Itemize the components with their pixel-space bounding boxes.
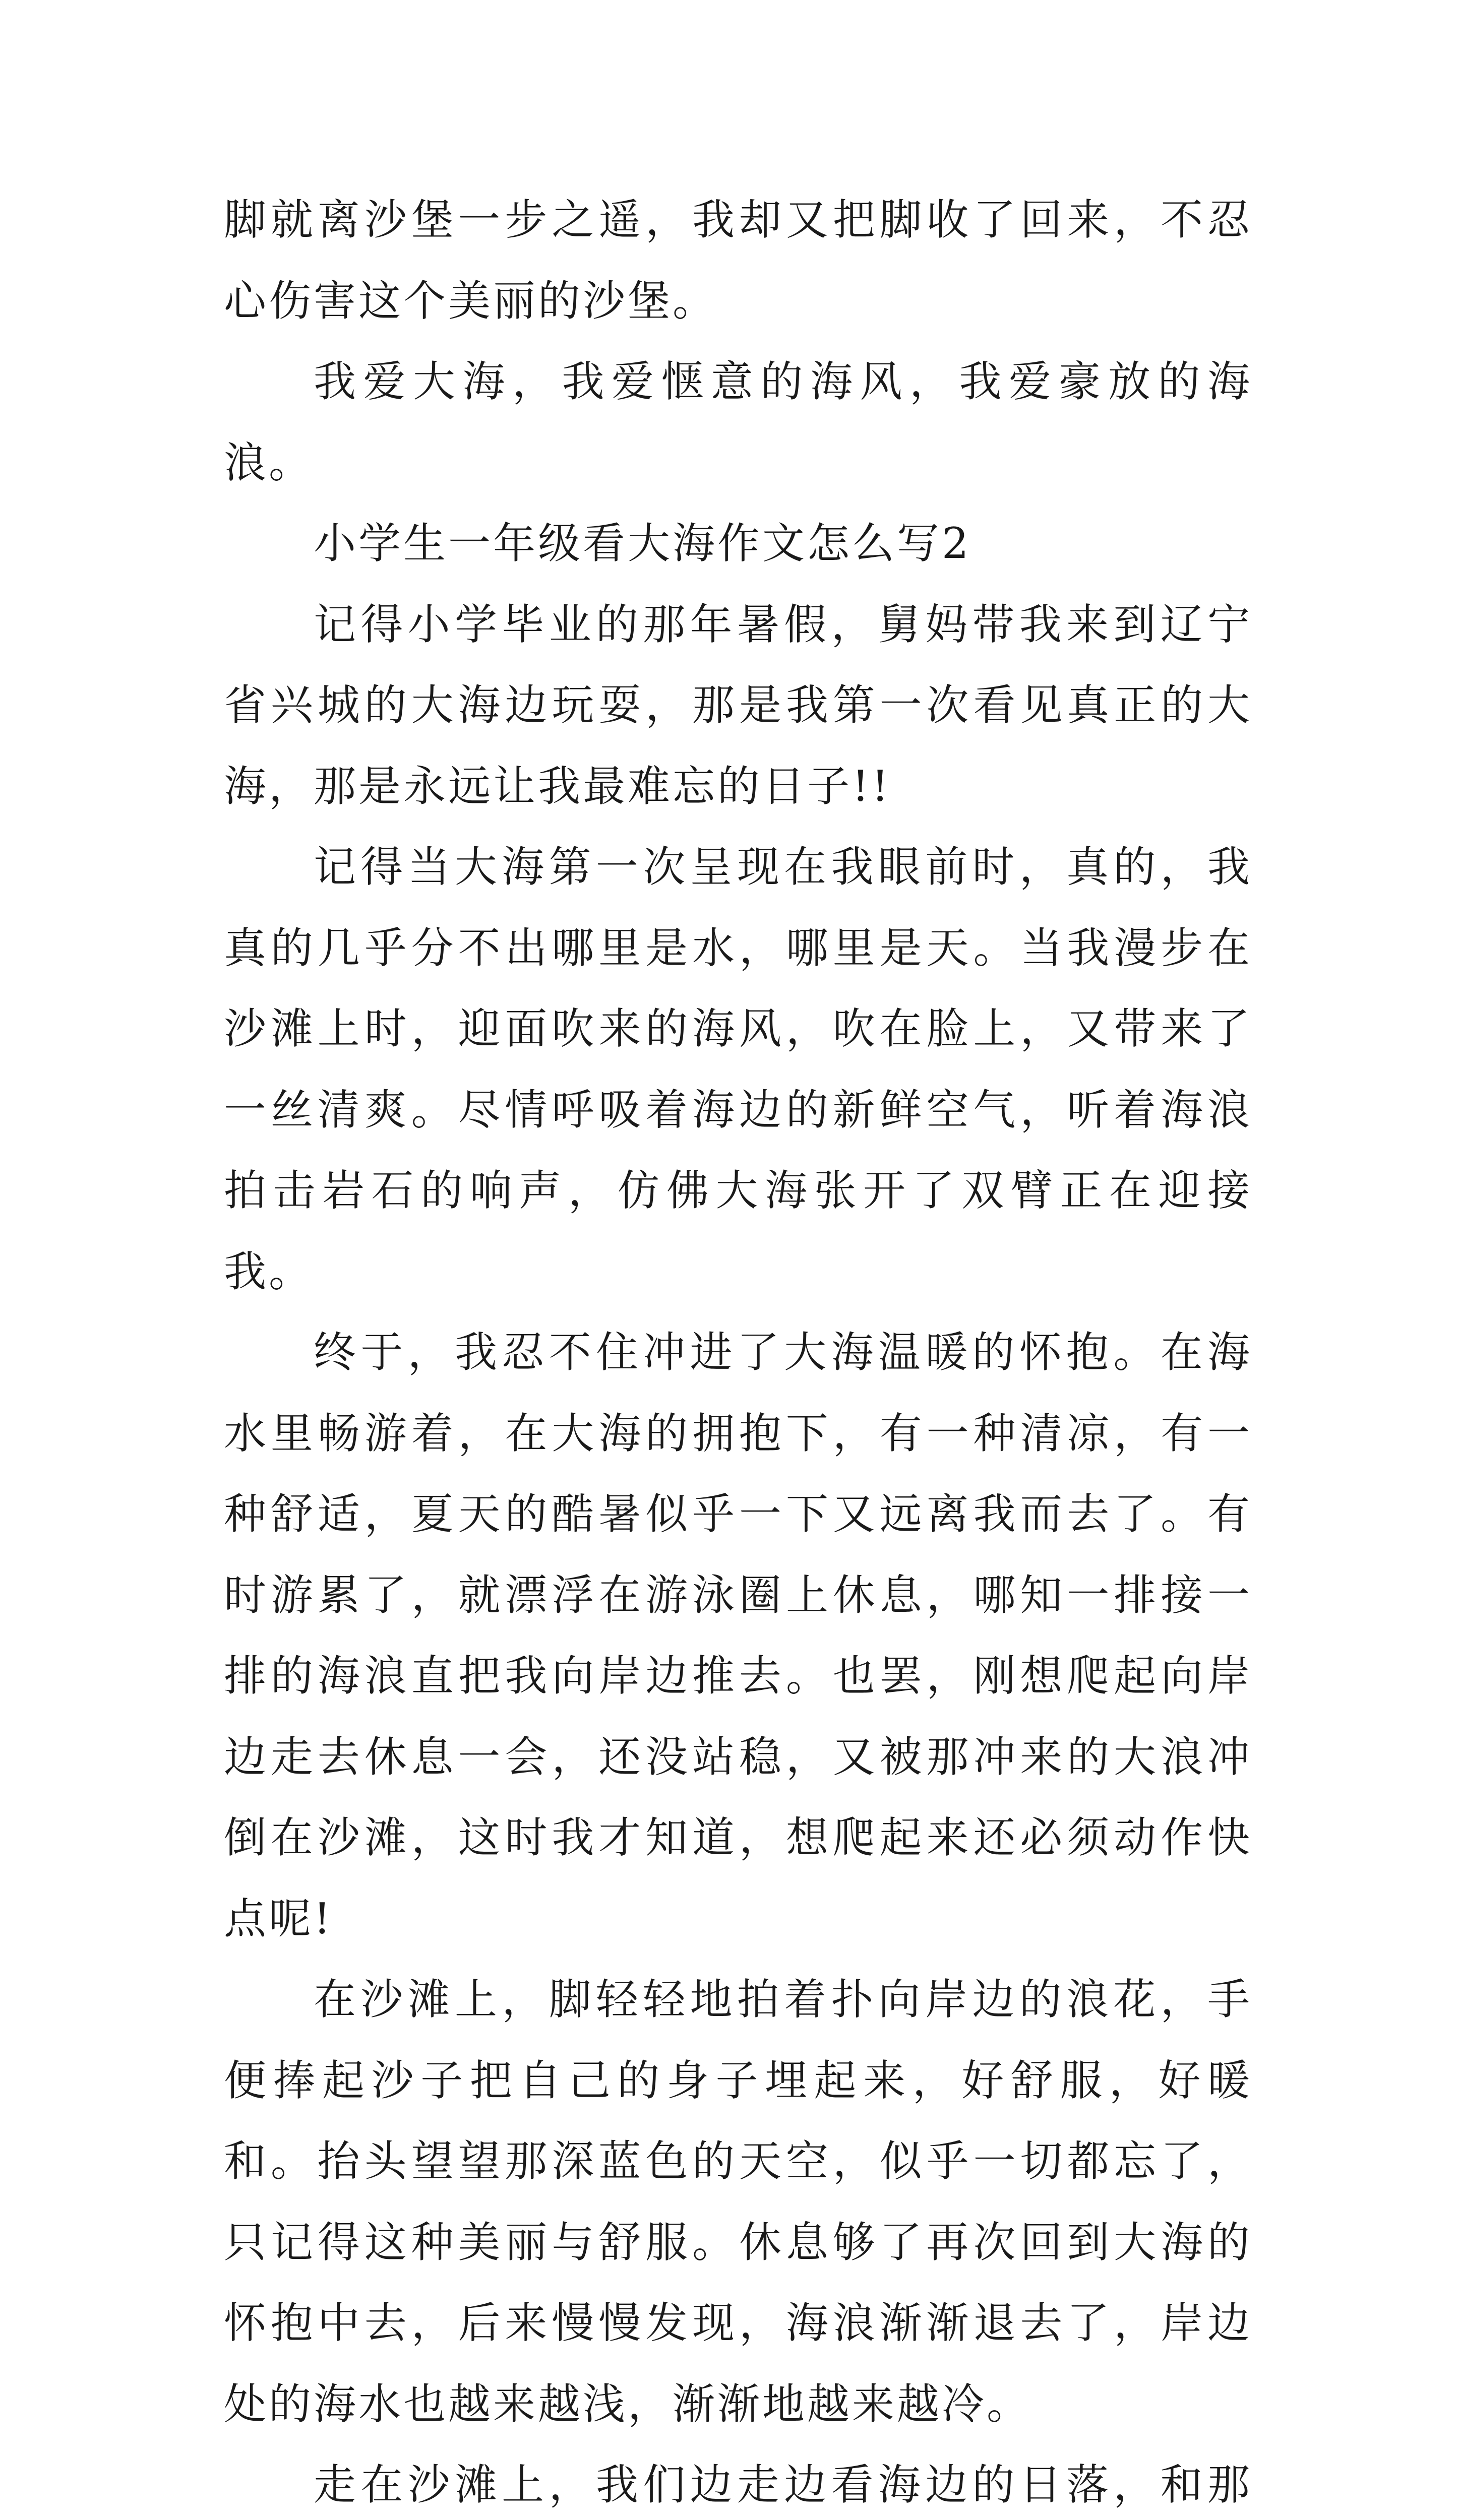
section-heading: 小学生一年级看大海作文怎么写2	[314, 519, 971, 568]
paragraph: 记得当大海第一次呈现在我眼前时，真的，我真的几乎分不出哪里是水，哪里是天。当我漫步在沙滩上时，迎面吹来的海风，吹在脸上，又带来了一丝清爽。尽情呼吸着海边的新鲜空气，听着海浪拍击岩石的响声，仿佛大海张开了双臂正在迎接我。	[224, 842, 1252, 1296]
document-body	[224, 179, 1252, 2520]
paragraph: 我爱大海，我爱惬意的海风，我爱豪放的海浪。	[224, 357, 1252, 487]
paragraph: 脚就离沙堡一步之遥，我却又把脚收了回来，不忍心伤害这个美丽的沙堡。	[224, 195, 1252, 326]
paragraph: 在沙滩上，脚轻轻地拍着扑向岸边的浪花，手便捧起沙子把自己的身子埋起来，好舒服，好暖和。抬头望望那深蓝色的天空，似乎一切都忘了，只记得这种美丽与舒服。休息够了再次回到大海的怀抱中去，后来慢慢发现，海浪渐渐退去了，岸边处的海水也越来越浅，渐渐地越来越冷。	[224, 1975, 1252, 2429]
paragraph: 走在沙滩上，我们边走边看海边的日落，和那	[314, 2460, 1252, 2509]
paragraph: 终于，我忍不住冲进了大海温暖的怀抱。在海水里畅游着，在大海的拥抱下，有一种清凉，有一种舒适，夏天的酷暑似乎一下又远离我而去了。有时游累了，就漂浮在游泳圈上休息，哪知一排接一排的海浪直把我向岸边推去。也罢，刚想爬起向岸边走去休息一会，还没站稳，又被那冲来的大浪冲倒在沙滩，这时我才知道，想爬起来还必须动作快点呢!	[224, 1328, 1252, 1943]
paragraph: 记得小学毕业的那年暑假，舅妈带我来到辽宁省兴城的大海边玩耍，那是我第一次看见真正的大海，那是永远让我最难忘的日子!!	[224, 599, 1252, 811]
